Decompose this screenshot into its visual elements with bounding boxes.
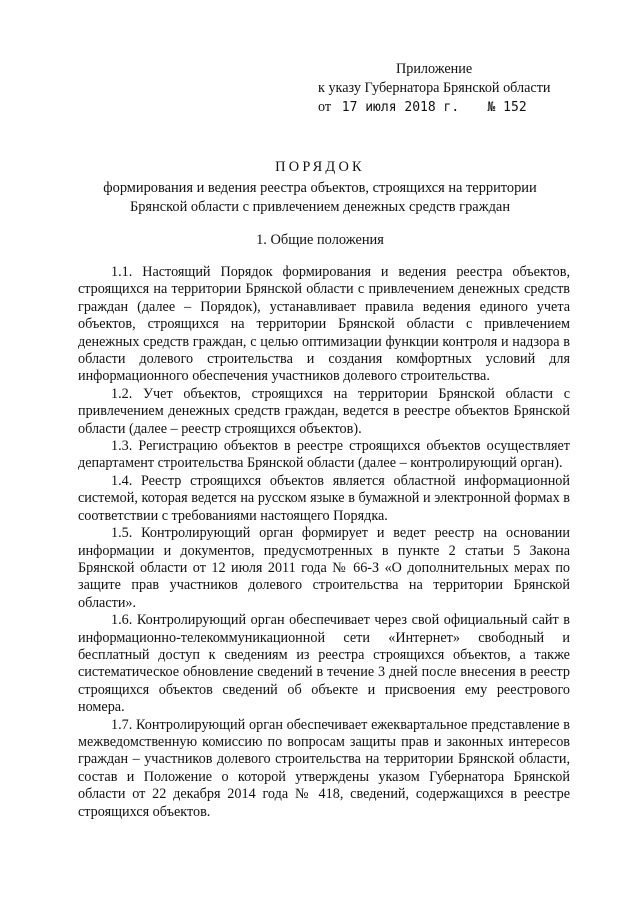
paragraph-1-3: 1.3. Регистрацию объектов в реестре строящихся объектов осуществляет департамент строительства Брянской области (далее – контролирующий орган). <box>78 438 570 472</box>
paragraph-1-6: 1.6. Контролирующий орган обеспечивает через свой официальный сайт в информационно-телекоммуникационной сети «Интернет» свободный и бесплатный доступ к сведениям из реестра строящихся объектов, а также систематическое обновление сведений в течение 3 дней после внесения в реестр строящихся объектов сведений об объекте и присвоения ему реестрового номера. <box>78 612 570 716</box>
document-body <box>78 264 570 821</box>
paragraph-1-1: 1.1. Настоящий Порядок формирования и ведения реестра объектов, строящихся на территории Брянской области с привлечением денежных средств граждан (далее – Порядок), устанавливает правила ведения единого учета объектов, строящихся на территории Брянской области с привлечением денежных средств граждан, с целью оптимизации функции контроля и надзора в области долевого строительства и создания комфортных условий для информационного обеспечения участников долевого строительства. <box>78 264 570 385</box>
paragraph-1-5: 1.5. Контролирующий орган формирует и ведет реестр на основании информации и документов, предусмотренных в пункте 2 статьи 5 Закона Брянской области от 12 июля 2011 года № 66-З «О дополнительных мерах по защите прав участников долевого строительства на территории Брянской области». <box>78 525 570 611</box>
document-subtitle-line-1: формирования и ведения реестра объектов, строящихся на территории <box>103 180 537 196</box>
section-heading: 1. Общие положения <box>256 232 384 248</box>
paragraph-1-7: 1.7. Контролирующий орган обеспечивает ежеквартальное представление в межведомственную комиссию по вопросам защиты прав и законных интересов граждан – участников долевого строительства на территории Брянской области, состав и Положение о которой утверждены указом Губернатора Брянской области от 22 декабря 2014 года № 418, сведений, содержащихся в реестре строящихся объектов. <box>78 716 570 820</box>
document-title-block <box>60 158 580 217</box>
appendix-label: Приложение <box>396 61 473 77</box>
document-title: ПОРЯДОК <box>275 159 365 175</box>
appendix-decree-ref: к указу Губернатора Брянской области <box>318 80 551 96</box>
appendix-date-line <box>318 98 551 117</box>
paragraph-1-2: 1.2. Учет объектов, строящихся на территории Брянской области с привлечением денежных средств граждан, ведется в реестре объектов Брянской области (далее – реестр строящихся объектов). <box>78 385 570 437</box>
decree-date: 17 июля 2018 г. <box>341 100 460 115</box>
document-subtitle-line-2: Брянской области с привлечением денежных средств граждан <box>129 199 511 215</box>
appendix-block <box>318 60 551 117</box>
paragraph-1-4: 1.4. Реестр строящихся объектов является областной информационной системой, которая ведется на русском языке в бумажной и электронной формах в соответствии с требованиями настоящего Порядка. <box>78 472 570 524</box>
decree-number: № 152 <box>487 100 527 115</box>
date-prefix: от <box>318 99 332 115</box>
